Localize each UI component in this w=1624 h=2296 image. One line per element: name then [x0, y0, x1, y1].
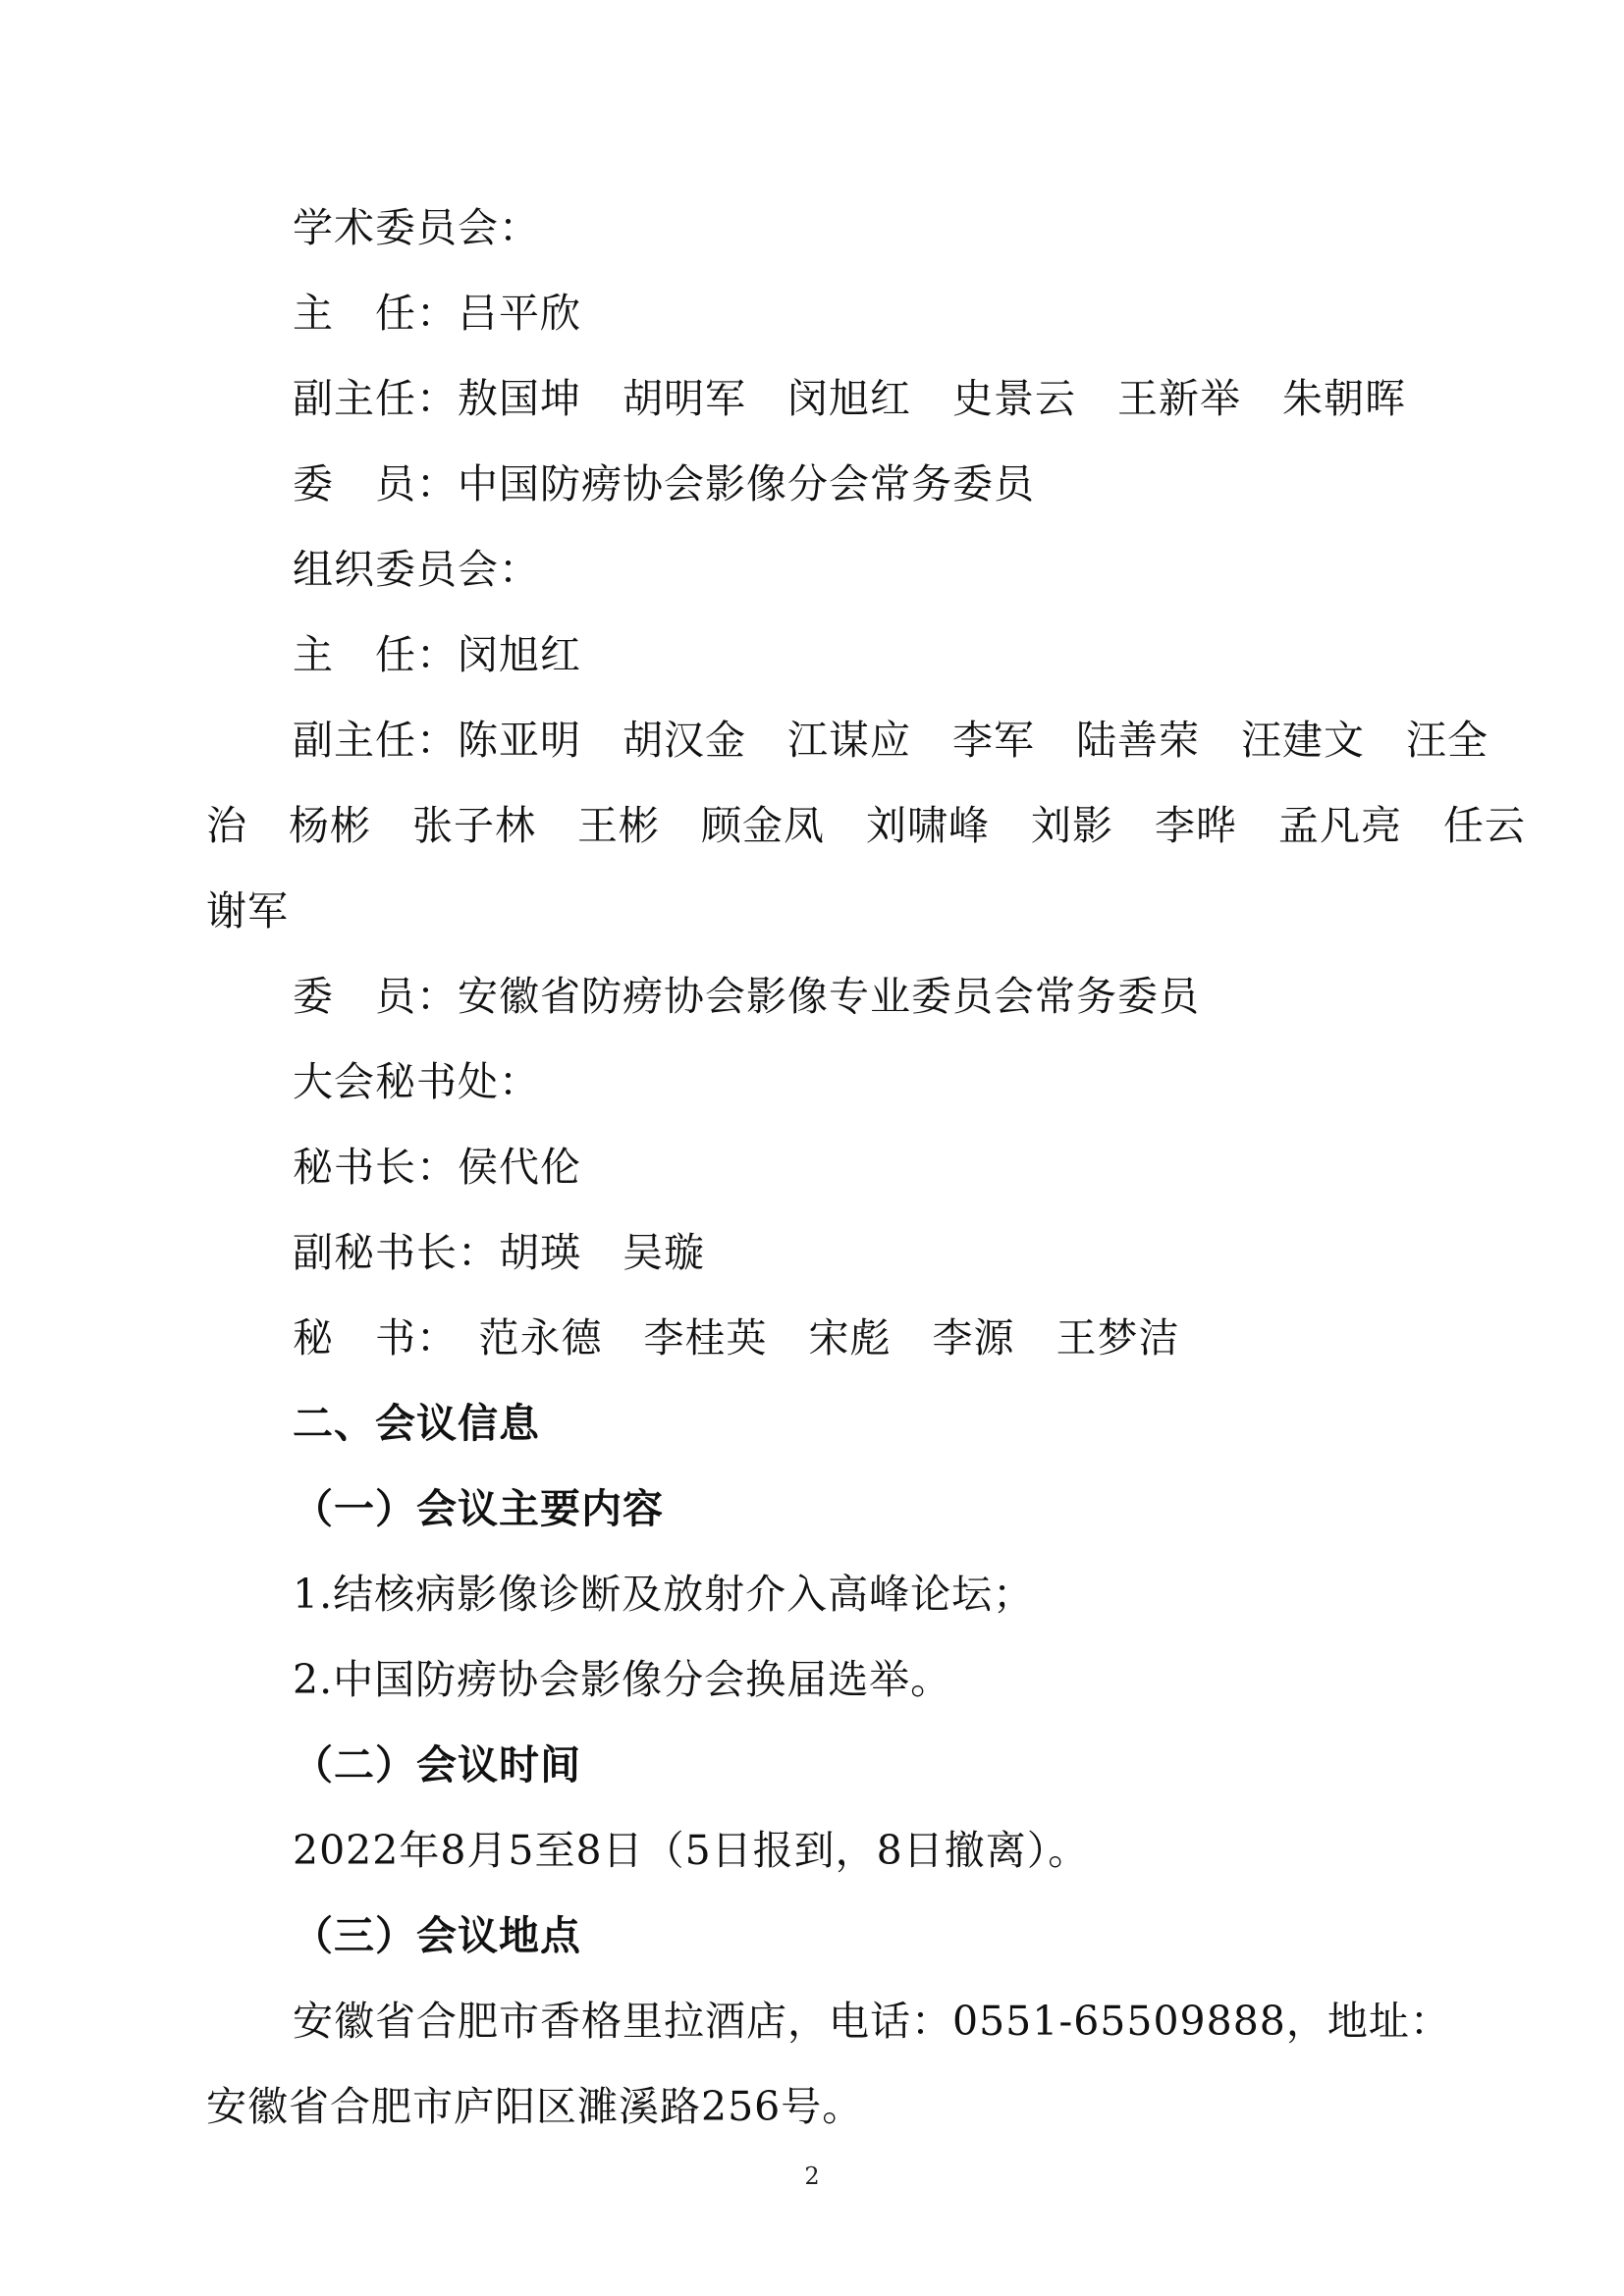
section-heading-meeting-info: 二、会议信息	[293, 1400, 540, 1447]
secretariat-heading: 大会秘书处：	[293, 1058, 540, 1105]
academic-director: 主 任：吕平欣	[293, 290, 581, 337]
organizing-vice-directors-line-3: 谢军	[206, 887, 289, 934]
academic-vice-directors: 副主任：敖国坤 胡明军 闵旭红 史景云 王新举 朱朝晖	[293, 375, 1406, 422]
organizing-vice-directors-line-1: 副主任：陈亚明 胡汉金 江谋应 李军 陆善荣 汪建文 汪全	[293, 717, 1489, 764]
meeting-time: 2022年8月5至8日（5日报到，8日撤离）。	[293, 1827, 1090, 1874]
main-content-item-1: 1.结核病影像诊断及放射介入高峰论坛；	[293, 1571, 1035, 1618]
main-content-item-2: 2.中国防痨协会影像分会换届选举。	[293, 1656, 952, 1703]
subsection-heading-meeting-time: （二）会议时间	[293, 1741, 581, 1789]
secretaries: 秘 书： 范永德 李桂英 宋彪 李源 王梦洁	[293, 1314, 1180, 1362]
page-number: 2	[804, 2163, 820, 2190]
meeting-location-line-1: 安徽省合肥市香格里拉酒店，电话：0551-65509888，地址：	[293, 1998, 1451, 2045]
organizing-vice-directors-line-2: 治 杨彬 张子林 王彬 顾金凤 刘啸峰 刘影 李晔 孟凡亮 任云	[206, 802, 1526, 849]
deputy-secretary-general: 副秘书长：胡瑛 吴璇	[293, 1229, 705, 1276]
secretary-general: 秘书长：侯代伦	[293, 1144, 581, 1191]
academic-committee-heading: 学术委员会：	[293, 204, 540, 251]
organizing-committee-heading: 组织委员会：	[293, 546, 540, 593]
organizing-members: 委 员：安徽省防痨协会影像专业委员会常务委员	[293, 973, 1200, 1020]
subsection-heading-meeting-location: （三）会议地点	[293, 1912, 581, 1959]
academic-members: 委 员：中国防痨协会影像分会常务委员	[293, 460, 1035, 507]
meeting-location-line-2: 安徽省合肥市庐阳区濉溪路256号。	[206, 2083, 864, 2130]
subsection-heading-main-content: （一）会议主要内容	[293, 1485, 664, 1532]
organizing-director: 主 任：闵旭红	[293, 631, 581, 678]
